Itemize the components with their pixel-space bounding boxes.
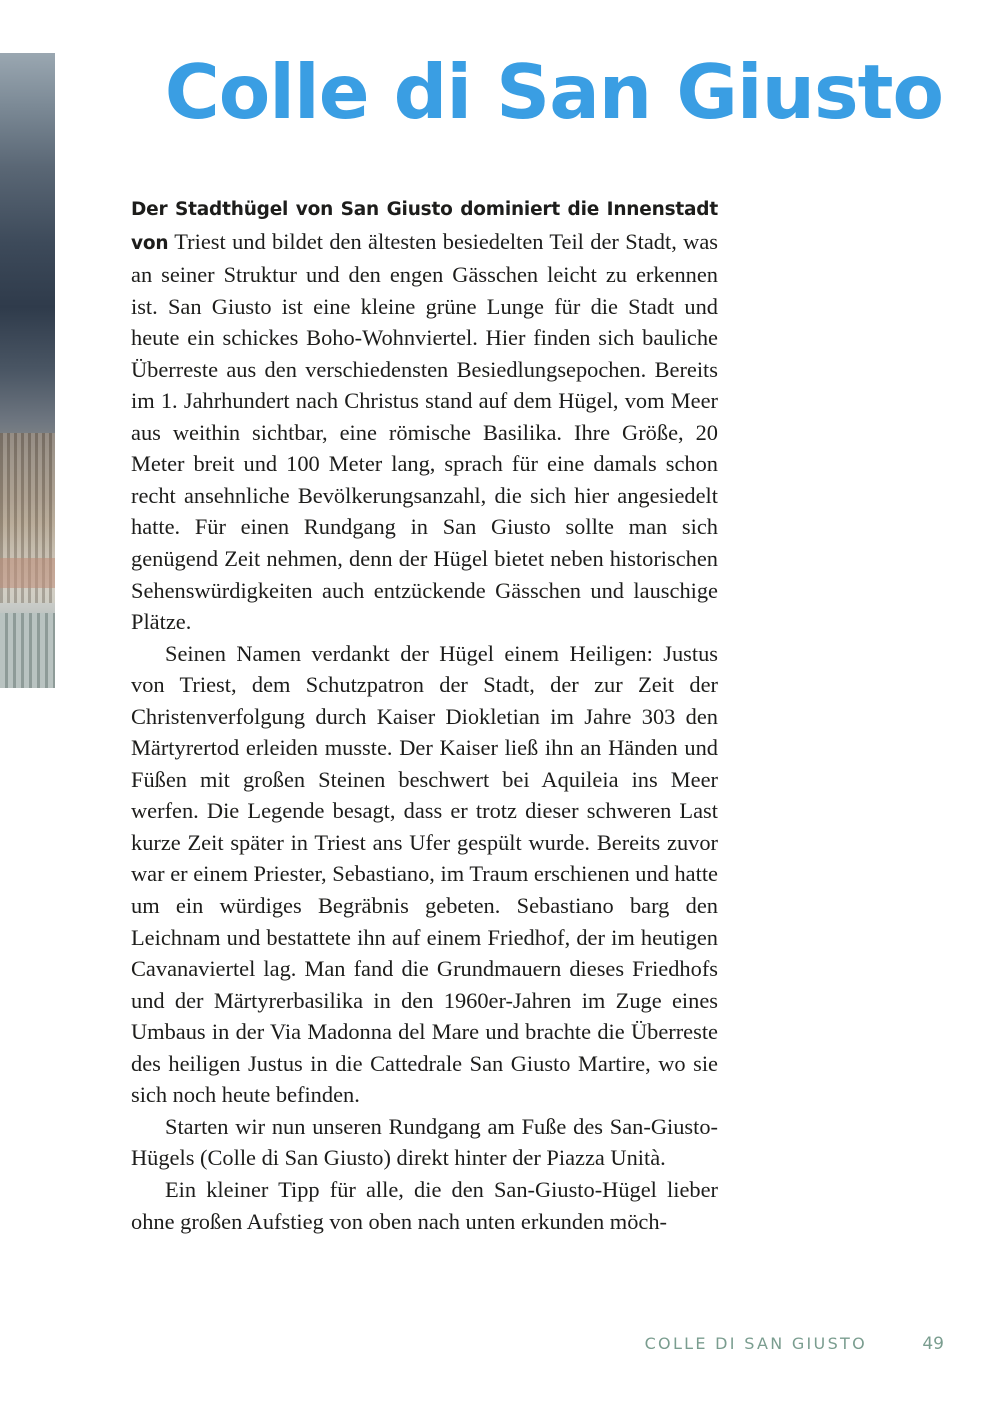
paragraph-3: Starten wir nun unseren Rundgang am Fuße des San-Giusto-Hügels (Colle di San Giusto) direkt hinter der Piazza Unità.	[131, 1113, 718, 1171]
article-body	[131, 192, 718, 1237]
paragraph-1	[131, 192, 718, 638]
running-footer: COLLE DI SAN GIUSTO	[644, 1334, 867, 1353]
city-photo-strip	[0, 53, 55, 688]
paragraph-1-text: Triest und bildet den ältesten besiedelten Teil der Stadt, was an seiner Struktur und den engen Gässchen leicht zu erkennen ist. San Giusto ist eine kleine grüne Lunge für die Stadt und heute ein schickes Boho-Wohnviertel. Hier finden sich bauliche Überreste aus den verschiedensten Besiedlungsepochen. Bereits im 1. Jahrhundert nach Christus stand auf dem Hügel, vom Meer aus weithin sichtbar, eine römische Basilika. Ihre Größe, 20 Meter breit und 100 Meter lang, sprach für eine damals schon recht ansehnliche Bevölkerungsanzahl, die sich hier angesiedelt hatte. Für einen Rundgang in San Giusto sollte man sich genügend Zeit nehmen, denn der Hügel bietet neben historischen Sehenswürdigkeiten auch entzückende Gässchen und lauschige Plätze.	[131, 228, 718, 635]
paragraph-2: Seinen Namen verdankt der Hügel einem Heiligen: Justus von Triest, dem Schutzpatron der Stadt, der zur Zeit der Christenverfolgung durch Kaiser Diokletian im Jahre 303 den Märtyrertod erleiden musste. Der Kaiser ließ ihn an Händen und Füßen mit großen Steinen beschwert bei Aquileia ins Meer werfen. Die Legende besagt, dass er trotz dieser schweren Last kurze Zeit später in Triest ans Ufer gespült wurde. Bereits zuvor war er einem Priester, Sebastiano, im Traum erschienen und hatte um ein würdiges Begräbnis gebeten. Sebastiano barg den Leichnam und bestattete ihn auf einem Friedhof, der im heutigen Cavanaviertel lag. Man fand die Grundmauern dieses Friedhofs und der Märtyrerbasilika in den 1960er-Jahren im Zuge eines Umbaus in der Via Madonna del Mare und brachte die Überreste des heiligen Justus in die Cattedrale San Giusto Martire, wo sie sich noch heute befinden.	[131, 640, 718, 1108]
paragraph-4: Ein kleiner Tipp für alle, die den San-Giusto-Hügel lieber ohne großen Aufstieg von oben nach unten erkunden möch-	[131, 1176, 718, 1234]
photo-facade	[0, 613, 55, 688]
photo-roof	[0, 558, 55, 588]
page-title: Colle di San Giusto	[164, 48, 943, 136]
lead-sentence: Der Stadthügel von San Giusto dominiert die Innenstadt von	[131, 199, 718, 254]
page-number: 49	[922, 1334, 944, 1354]
